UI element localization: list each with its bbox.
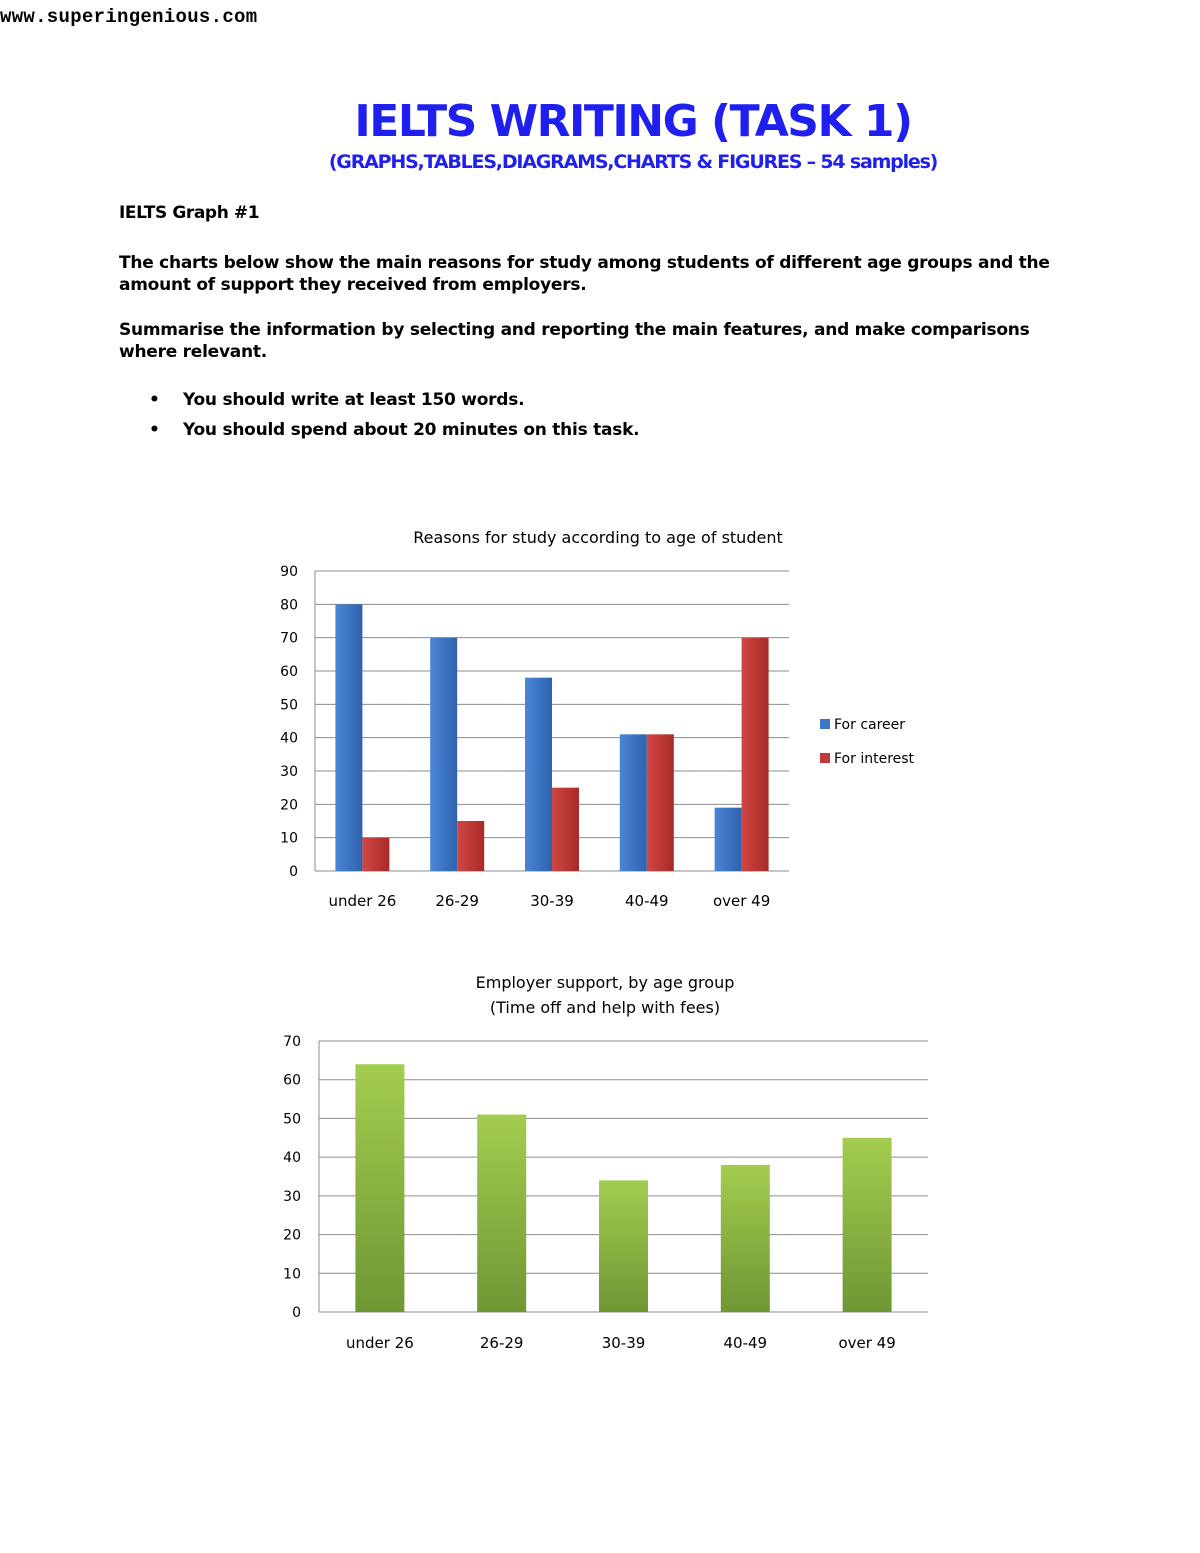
x-tick-label: over 49 [712,892,771,910]
y-tick-label: 0 [292,1305,301,1321]
y-tick-label: 20 [283,1227,301,1244]
y-tick-label: 10 [280,830,298,847]
chart-title: Reasons for study according to age of student [413,528,783,547]
bar-interest [742,638,769,871]
legend-swatch [820,719,830,729]
y-tick-label: 10 [283,1266,301,1283]
y-tick-label: 40 [283,1150,301,1167]
bar-career [715,808,742,871]
bar-employer-support [843,1138,892,1312]
task-instruction: Summarise the information by selecting and reporting the main features, and make comparisons where relevant. [119,320,1030,362]
page-subtitle: (GRAPHS,TABLES,DIAGRAMS,CHARTS & FIGURES – 54 samples) [328,151,938,173]
bar-career [525,678,552,871]
bar-employer-support [355,1064,404,1312]
x-tick-label: under 26 [346,1334,414,1352]
site-url: www.superingenious.com [0,6,258,28]
task-prompt: The charts below show the main reasons for study among students of different age groups and the amount of support they received from employers. [119,253,1050,295]
bar-interest [647,734,674,871]
legend-swatch [820,753,830,763]
bar-employer-support [599,1180,648,1312]
legend-label: For career [834,717,906,733]
page-title: IELTS WRITING (TASK 1) [354,96,912,147]
y-tick-label: 70 [283,1034,301,1050]
y-tick-label: 30 [280,764,298,780]
x-tick-label: under 26 [328,892,397,910]
instruction-bullet: • You should write at least 150 words. [119,388,639,418]
reasons-for-study-chart [0,515,1200,935]
chart-title: Employer support, by age group [475,973,735,992]
y-tick-label: 0 [289,864,298,880]
y-tick-label: 20 [280,797,298,814]
bar-interest [457,821,484,871]
bar-career [430,638,457,871]
instruction-bullet: • You should spend about 20 minutes on this task. [119,418,639,448]
y-tick-label: 30 [283,1188,301,1205]
chart-subtitle: (Time off and help with fees) [489,998,721,1017]
graph-label: IELTS Graph #1 [119,203,260,223]
x-tick-label: 26-29 [479,1334,524,1352]
y-tick-label: 90 [280,564,298,580]
x-tick-label: 40-49 [625,892,669,910]
employer-support-chart [0,960,1200,1380]
y-tick-label: 50 [283,1111,301,1128]
bar-employer-support [477,1115,526,1312]
x-tick-label: over 49 [838,1334,896,1352]
instruction-list [119,388,639,448]
y-tick-label: 60 [280,664,298,680]
x-tick-label: 30-39 [601,1334,646,1352]
bar-interest [362,838,389,871]
bar-employer-support [721,1165,770,1312]
y-tick-label: 70 [280,630,298,647]
bar-interest [552,788,579,871]
legend-label: For interest [834,751,915,767]
x-tick-label: 26-29 [435,892,479,910]
x-tick-label: 30-39 [530,892,574,910]
y-tick-label: 50 [280,697,298,714]
y-tick-label: 40 [280,730,298,747]
bar-career [335,604,362,871]
x-tick-label: 40-49 [723,1334,768,1352]
y-tick-label: 80 [280,597,298,614]
bar-career [620,734,647,871]
y-tick-label: 60 [283,1072,301,1089]
